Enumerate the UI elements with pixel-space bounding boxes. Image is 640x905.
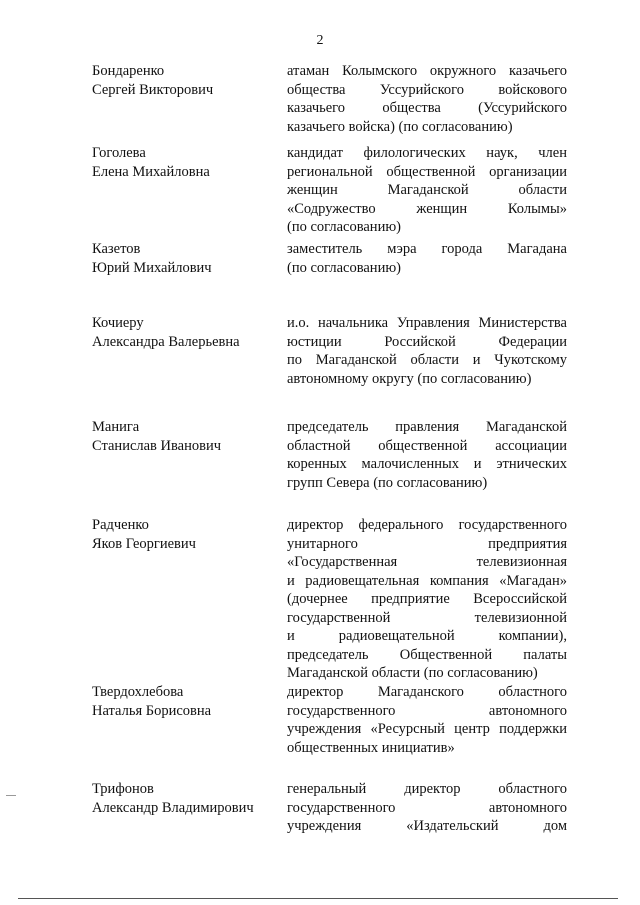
member-given-names: Станислав Иванович (92, 437, 221, 454)
role-line: учреждения «Ресурсный центр поддержки (287, 721, 567, 737)
member-role (287, 314, 567, 388)
member-surname: Манига (92, 419, 140, 435)
role-line: (по согласованию) (287, 219, 401, 235)
role-line: региональной общественной организации (287, 163, 567, 180)
role-line: директор федерального государственного (287, 517, 567, 533)
member-role (287, 683, 567, 757)
role-line: казачьего войска) (по согласованию) (287, 118, 513, 135)
role-line: атаман Колымского окружного казачьего (287, 63, 567, 79)
role-line: генеральный директор областного (287, 781, 567, 797)
role-line: автономному округу (по согласованию) (287, 370, 532, 387)
member-role (287, 780, 567, 836)
role-line: и.о. начальника Управления Министерства (287, 315, 567, 331)
member-given-names: Юрий Михайлович (92, 259, 212, 276)
member-name (92, 62, 282, 99)
member-name (92, 240, 282, 277)
role-line: групп Севера (по согласованию) (287, 474, 488, 491)
scan-margin-mark (6, 795, 16, 796)
member-given-names: Сергей Викторович (92, 81, 214, 98)
role-line: по Магаданской области и Чукотскому (287, 352, 567, 368)
member-surname: Твердохлебова (92, 684, 184, 700)
role-line: казачьего общества (Уссурийского (287, 100, 567, 116)
role-line: юстиции Российской Федерации (287, 333, 567, 350)
member-given-names: Яков Георгиевич (92, 535, 196, 552)
member-surname: Бондаренко (92, 63, 165, 79)
role-line: государственного автономного (287, 702, 567, 719)
member-surname: Кочиеру (92, 315, 144, 331)
member-name (92, 516, 282, 553)
member-given-names: Наталья Борисовна (92, 702, 212, 719)
role-line: областной общественной ассоциации (287, 437, 567, 454)
role-line: государственной телевизионной (287, 609, 567, 626)
member-role (287, 240, 567, 277)
role-line: (дочернее предприятие Всероссийской (287, 591, 567, 607)
member-role (287, 62, 567, 136)
page-number: 2 (316, 33, 324, 48)
member-name (92, 144, 282, 181)
member-surname: Казетов (92, 241, 141, 257)
role-line: учреждения «Издательский дом (287, 818, 567, 834)
member-name (92, 780, 282, 817)
member-name (92, 314, 282, 351)
role-line: заместитель мэра города Магадана (287, 241, 567, 257)
scan-bottom-edge (18, 898, 618, 899)
role-line: «Государственная телевизионная (287, 554, 567, 570)
role-line: директор Магаданского областного (287, 684, 567, 700)
member-role (287, 144, 567, 237)
role-line: и радиовещательная компания «Магадан» (287, 572, 567, 589)
role-line: государственного автономного (287, 799, 567, 816)
role-line: и радиовещательной компании), (287, 628, 567, 644)
role-line: председатель Общественной палаты (287, 646, 567, 663)
member-name (92, 683, 282, 720)
member-surname: Гоголева (92, 145, 146, 161)
role-line: кандидат филологических наук, член (287, 145, 567, 161)
role-line: коренных малочисленных и этнических (287, 456, 567, 472)
member-given-names: Александр Владимирович (92, 799, 254, 816)
member-surname: Радченко (92, 517, 149, 533)
role-line: общества Уссурийского войскового (287, 81, 567, 98)
member-given-names: Александра Валерьевна (92, 333, 240, 350)
member-surname: Трифонов (92, 781, 154, 797)
role-line: (по согласованию) (287, 259, 401, 276)
role-line: председатель правления Магаданской (287, 419, 567, 435)
member-role (287, 418, 567, 492)
member-name (92, 418, 282, 455)
role-line: унитарного предприятия (287, 535, 567, 552)
role-line: общественных инициатив» (287, 739, 455, 756)
role-line: женщин Магаданской области (287, 182, 567, 198)
member-role (287, 516, 567, 683)
role-line: «Содружество женщин Колымы» (287, 200, 567, 217)
member-given-names: Елена Михайловна (92, 163, 210, 180)
role-line: Магаданской области (по согласованию) (287, 665, 538, 681)
